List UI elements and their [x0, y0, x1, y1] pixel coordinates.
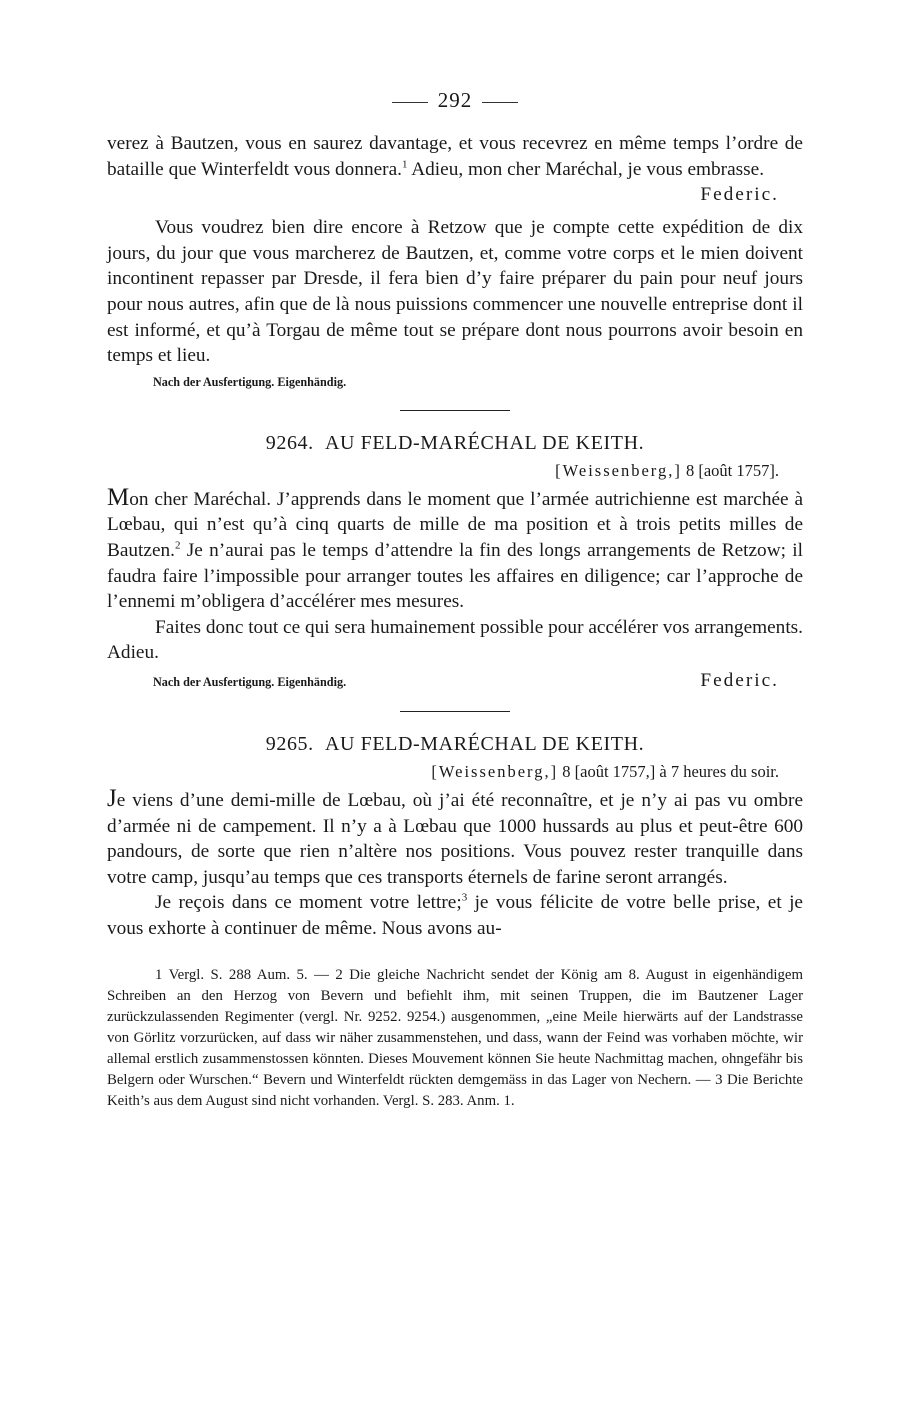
letter-9264-text-b: Je n’aurai pas le temps d’attendre la fin des longs arrangements de Retzow; il faudra faire l’impossible pour arranger toutes les affaires en diligence; car l’approche de l’ennemi m’obligera d’accélérer mes mesures.: [107, 539, 803, 613]
separator-rule-1: [400, 410, 510, 411]
signature-previous: Federic.: [700, 184, 779, 206]
letter-9265-number: 9265.: [265, 732, 314, 755]
continuation-paragraph: [107, 131, 803, 182]
continuation-text-end: Adieu, mon cher Maréchal, je vous embrasse.: [407, 158, 765, 180]
letter-9265-date: 8 [août 1757,] à 7 heures du soir.: [562, 761, 779, 781]
page-header: [107, 88, 803, 113]
letter-9265-text: e viens d’une demi-mille de Lœbau, où j’ai été reconnaître, et je n’y ai pas vu ombre d’armée ni de campement. Il n’y a à Lœbau que 1000 hussards au plus et peut-être 600 pandours, de sorte que rien n’altère nos positions. Vous pouvez rester tranquille dans votre camp, jusqu’au temps que ces transports éternels de farine seront arrangés.: [107, 789, 803, 888]
footnote-ref-2: 2: [175, 539, 181, 552]
letter-9265-place: [Weissenberg,]: [431, 761, 559, 781]
letter-9265-text-b: je vous félicite de votre belle prise, et je vous exhorte à continuer de même. Nous avons au-: [107, 892, 803, 939]
letter-9265-title: AU FELD-MARÉCHAL DE KEITH.: [324, 732, 645, 755]
letter-9265-heading: [107, 733, 803, 756]
footnote-ref-1: 1: [401, 158, 408, 171]
letter-9264-title: AU FELD-MARÉCHAL DE KEITH.: [324, 431, 645, 454]
source-note-previous: Nach der Ausfertigung. Eigenhändig.: [153, 374, 347, 389]
header-dash-right: [482, 102, 518, 103]
letter-9265-paragraph-2: [107, 890, 803, 941]
letter-9264-heading: [107, 432, 803, 455]
letter-9264-footer: [107, 668, 803, 693]
footnote-ref-3: 3: [461, 891, 468, 904]
letter-9264-paragraph-1: [107, 485, 803, 615]
letter-9264-number: 9264.: [265, 431, 314, 454]
letter-9265-paragraph-1: [107, 786, 803, 890]
header-dash-left: [392, 102, 428, 103]
letter-9264-place: [Weissenberg,]: [555, 460, 682, 480]
page-number: 292: [437, 88, 473, 112]
page-body: [107, 88, 803, 1112]
letter-9265-initial: J: [107, 784, 117, 812]
letter-9264-text-a: on cher Maréchal. J’apprends dans le moment que l’armée autrichienne est marchée à Lœbau, qui n’est qu’à cinq quarts de mille de ma position et à trois petits milles de Bautzen.: [107, 488, 803, 561]
continuation-text: verez à Bautzen, vous en saurez davantage, et vous recevrez en même temps l’ordre de bataille que Winterfeldt vous donnera.: [107, 133, 803, 180]
postscript-paragraph: Vous voudrez bien dire encore à Retzow que je compte cette expédition de dix jours, du jour que vous marcherez de Bautzen, et, comme votre corps et le mien doivent incontinent repasser par Dresde, il fera bien d’y faire préparer du pain pour neuf jours pour nous autres, afin que de là nous puissions commencer une nouvelle entreprise dont il est informé, et qu’à Torgau de même tout se prépare dont nous pourrons avoir besoin en temps et lieu.: [107, 217, 803, 367]
signature-9264: Federic.: [700, 669, 779, 691]
footnotes: [107, 965, 803, 1112]
footnotes-text: 1 Vergl. S. 288 Aum. 5. — 2 Die gleiche Nachricht sendet der König am 8. August in eigenhändigem Schreiben an den Herzog von Bevern und befiehlt ihm, mit seinen Truppen, die im Bautzener Lager zurückzulassenden Regimenter (vergl. Nr. 9252. 9254.) ausgenommen, „eine Meile hierwärts auf der Landstrasse von Görlitz vorzurücken, auf dass wir näher zusammenstehen, und dass, wann der Feind was vorhaben möchte, wir allemal erstlich zusammenstossen könnten. Dieses Mouvement können Sie heute Nachmittag machen, ohngefähr bis Belgern oder Wurschen.“ Bevern und Winterfeldt rückten demgemäss in das Lager von Nechern. — 3 Die Berichte Keith’s aus dem August sind nicht vorhanden. Vergl. S. 283. Anm. 1.: [107, 967, 803, 1110]
letter-9265-text-a: Je reçois dans ce moment votre lettre;: [155, 892, 462, 914]
source-note-9264: Nach der Ausfertigung. Eigenhändig.: [153, 674, 347, 689]
letter-9264-paragraph-2: Faites donc tout ce qui sera humainement possible pour accélérer vos arrangements. Adieu.: [107, 616, 803, 664]
separator-rule-2: [400, 711, 510, 712]
letter-9265-dateline: [107, 762, 803, 782]
letter-9264-dateline: [107, 461, 803, 481]
letter-9264-initial: M: [107, 483, 130, 511]
letter-9264-date: 8 [août 1757].: [685, 460, 779, 480]
